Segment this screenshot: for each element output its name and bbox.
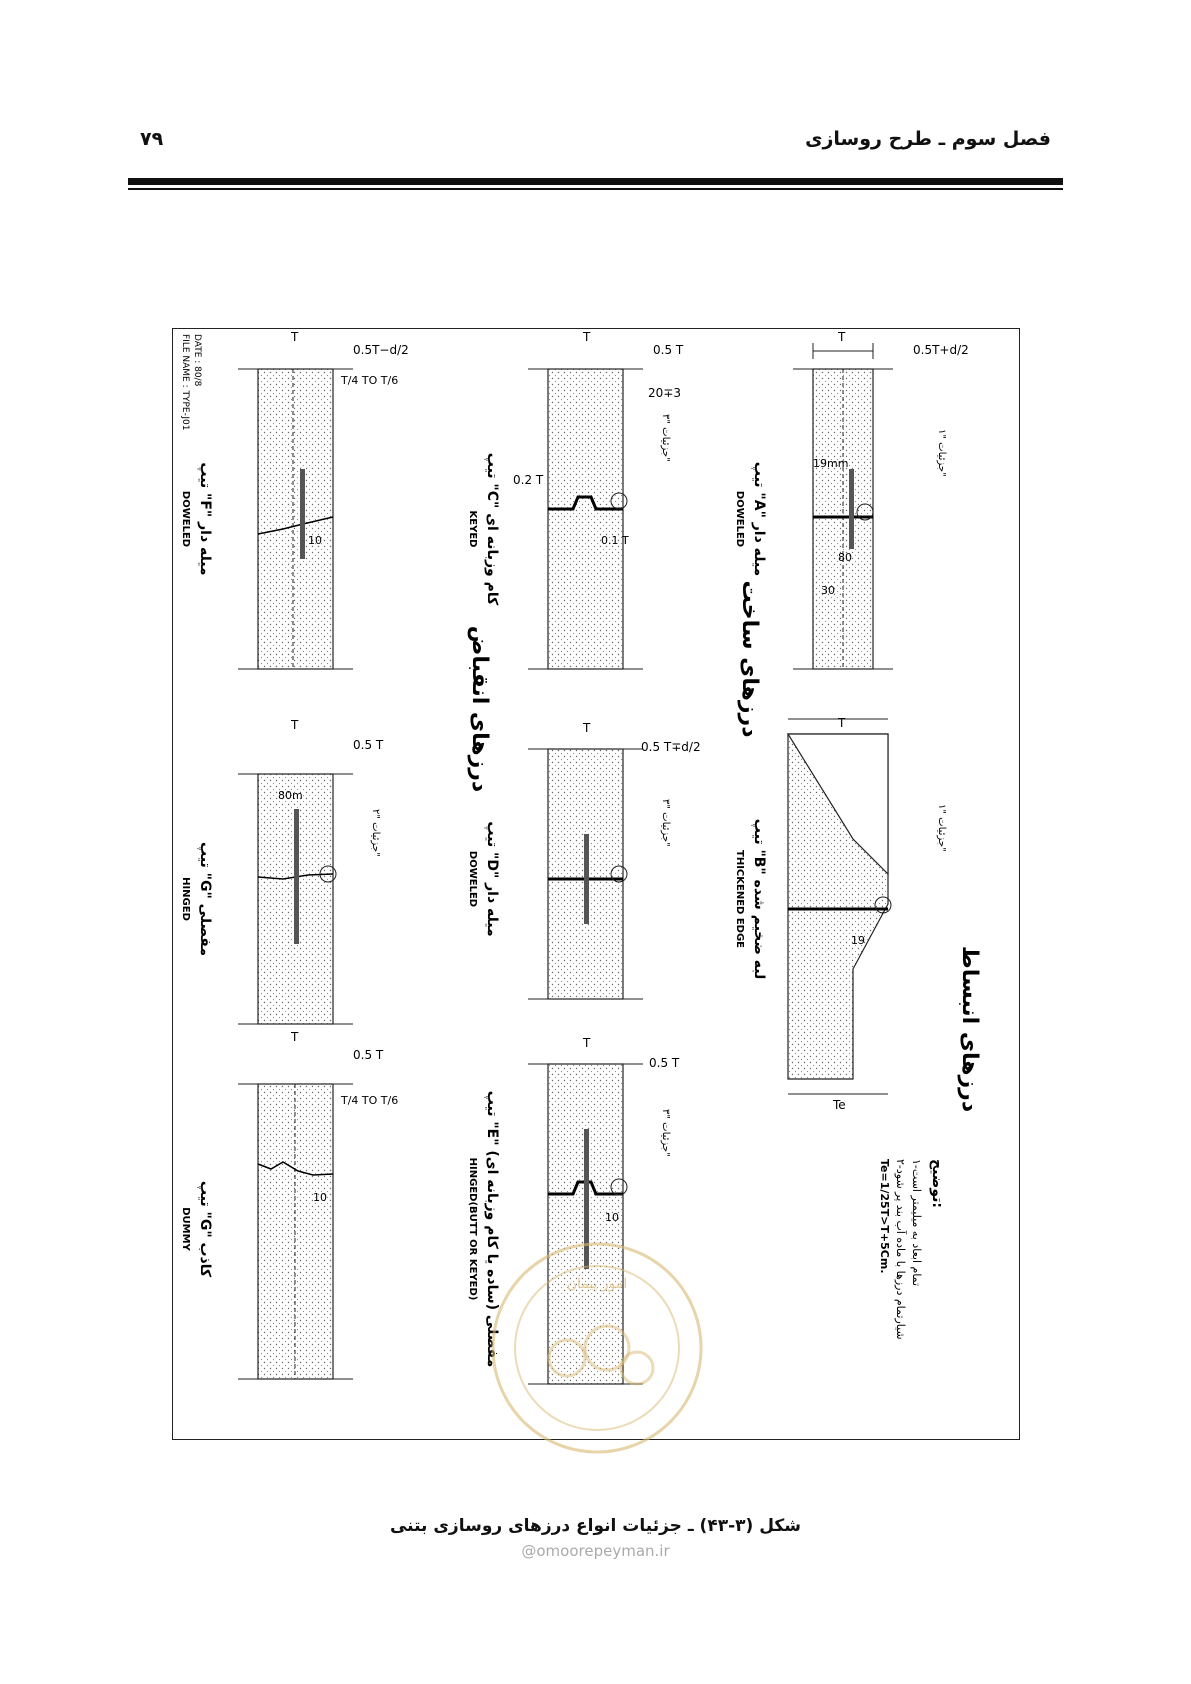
svg-text:تیپ "G" کاذب: تیپ "G" کاذب xyxy=(197,1180,213,1278)
svg-text:تیپ "A" میله دار: تیپ "A" میله دار xyxy=(751,461,767,577)
detail-e xyxy=(660,1109,671,1157)
chapter-title: فصل سوم ـ طرح روسازی xyxy=(805,128,1051,150)
svg-text:تیپ "C" کام وزبانه ای: تیپ "C" کام وزبانه ای xyxy=(484,452,500,606)
slab-f xyxy=(238,369,353,669)
dim-e-t: T xyxy=(583,1036,591,1050)
joint-g1-title xyxy=(180,842,213,956)
joint-f-title xyxy=(180,462,213,575)
svg-text:THICKENED EDGE: THICKENED EDGE xyxy=(734,850,745,948)
dim-a-t: T xyxy=(838,330,846,344)
dim-a-80: 80 xyxy=(838,551,852,564)
note-block xyxy=(878,1159,945,1340)
dim-b-te: Te xyxy=(833,1098,846,1112)
svg-text:جزئیات "۱": جزئیات "۱" xyxy=(936,804,947,852)
joint-g2-title xyxy=(180,1181,213,1278)
dim-b-19: 19 xyxy=(851,934,865,947)
header-rule-thin xyxy=(128,188,1063,190)
svg-text:DOWELED: DOWELED xyxy=(467,850,478,908)
dim-g2-top: 0.5 T xyxy=(353,1048,384,1062)
svg-text:جزئیات "۱": جزئیات "۱" xyxy=(936,429,947,477)
label-group-expansion xyxy=(957,946,982,1112)
dim-f-t: T xyxy=(291,330,299,344)
dim-f-t4: T/4 TO T/6 xyxy=(341,374,399,387)
svg-text:جزئیات "۳": جزئیات "۳" xyxy=(660,1109,671,1157)
label-group-contraction xyxy=(467,626,492,792)
joint-c-title xyxy=(467,453,500,606)
dim-c-t: T xyxy=(583,330,591,344)
svg-text:جزئیات "۳": جزئیات "۳" xyxy=(660,799,671,847)
svg-text:درزهای انبساط: درزهای انبساط xyxy=(957,945,982,1113)
dim-g2-t4: T/4 TO T/6 xyxy=(341,1094,399,1107)
dim-g2-10: 10 xyxy=(313,1191,327,1204)
dim-a-30: 30 xyxy=(821,584,835,597)
svg-text:تیپ "D" میله دار: تیپ "D" میله دار xyxy=(484,821,500,937)
figure-caption: شکل (۳-۴۳) ـ جزئیات انواع درزهای روسازی بتنی xyxy=(389,1516,802,1536)
svg-text:HINGED(BUTT OR KEYED): HINGED(BUTT OR KEYED) xyxy=(467,1157,478,1301)
svg-text:KEYED: KEYED xyxy=(467,510,478,548)
dim-a-top: 0.5T+d/2 xyxy=(913,343,969,357)
svg-text:توضیح:: توضیح: xyxy=(929,1159,945,1208)
svg-text:۱-تمام ابعاد به میلیمتر است: ۱-تمام ابعاد به میلیمتر است xyxy=(910,1159,923,1287)
svg-text:HINGED: HINGED xyxy=(180,877,191,921)
dim-g1-80m: 80m xyxy=(278,789,303,802)
slab-c xyxy=(528,369,643,669)
file-info xyxy=(180,334,202,430)
dim-b-t: T xyxy=(838,716,846,730)
svg-text:جزئیات "۲": جزئیات "۲" xyxy=(370,809,381,857)
dim-c-20: 20∓3 xyxy=(648,386,681,400)
svg-text:درزهای انقباض: درزهای انقباض xyxy=(467,625,492,793)
slab-d xyxy=(528,749,643,999)
slab-a xyxy=(793,343,893,669)
svg-text:FILE NAME : TYPE-J01: FILE NAME : TYPE-J01 xyxy=(180,334,190,431)
detail-b xyxy=(936,804,947,852)
dim-e-top: 0.5 T xyxy=(649,1056,680,1070)
joint-a-title xyxy=(734,462,767,576)
svg-text:DATE : 80/8: DATE : 80/8 xyxy=(192,334,202,387)
detail-a xyxy=(936,429,947,477)
svg-text:درزهای ساخت: درزهای ساخت xyxy=(737,580,762,738)
slab-b xyxy=(788,719,891,1094)
watermark-seal xyxy=(487,1238,707,1458)
watermark-url: @omoorepeyman.ir xyxy=(521,1542,670,1560)
slab-g1 xyxy=(238,774,353,1024)
svg-text:امور پیمان: امور پیمان xyxy=(566,1276,628,1292)
detail-g1 xyxy=(370,809,381,857)
dim-c-01t: 0.1 T xyxy=(601,534,629,547)
svg-text:تیپ "G" مفصلی: تیپ "G" مفصلی xyxy=(197,841,213,957)
page-number: ۷۹ xyxy=(140,128,164,150)
slab-g2 xyxy=(238,1084,353,1379)
dim-f-10: 10 xyxy=(308,534,322,547)
detail-d xyxy=(660,799,671,847)
svg-text:DUMMY: DUMMY xyxy=(180,1207,191,1251)
svg-text:تیپ "E" مفصلی (ساده یا کام وزب: تیپ "E" مفصلی (ساده یا کام وزبانه ای) xyxy=(484,1090,500,1368)
dim-c-02t: 0.2 T xyxy=(513,473,544,487)
detail-c xyxy=(660,414,671,462)
joint-d-title xyxy=(467,821,500,936)
dim-e-10: 10 xyxy=(605,1211,619,1224)
dim-c-top: 0.5 T xyxy=(653,343,684,357)
svg-text:جزئیات "۳": جزئیات "۳" xyxy=(660,414,671,462)
joint-b-title xyxy=(734,819,767,979)
dim-d-t: T xyxy=(583,721,591,735)
svg-text:تیپ "F" میله دار: تیپ "F" میله دار xyxy=(197,462,213,576)
label-group-construction xyxy=(737,581,762,738)
dim-g1-t: T xyxy=(291,718,299,732)
svg-text:DOWELED: DOWELED xyxy=(734,490,745,548)
svg-text:۲-شیارتمام درزها با ماده آب بن: ۲-شیارتمام درزها با ماده آب بند پر شود xyxy=(894,1159,907,1340)
svg-text:DOWELED: DOWELED xyxy=(180,490,191,548)
dim-a-19mm: 19mm xyxy=(813,457,849,470)
dim-d-top: 0.5 T∓d/2 xyxy=(641,740,701,754)
dim-g1-top: 0.5 T xyxy=(353,738,384,752)
dim-f-top: 0.5T−d/2 xyxy=(353,343,409,357)
svg-text:تیپ "B" لبه ضخیم شده: تیپ "B" لبه ضخیم شده xyxy=(751,818,767,980)
svg-text:Te=1/25T>T+5Cm.: Te=1/25T>T+5Cm. xyxy=(878,1159,891,1274)
header-rule-thick xyxy=(128,178,1063,185)
dim-g2-t: T xyxy=(291,1030,299,1044)
